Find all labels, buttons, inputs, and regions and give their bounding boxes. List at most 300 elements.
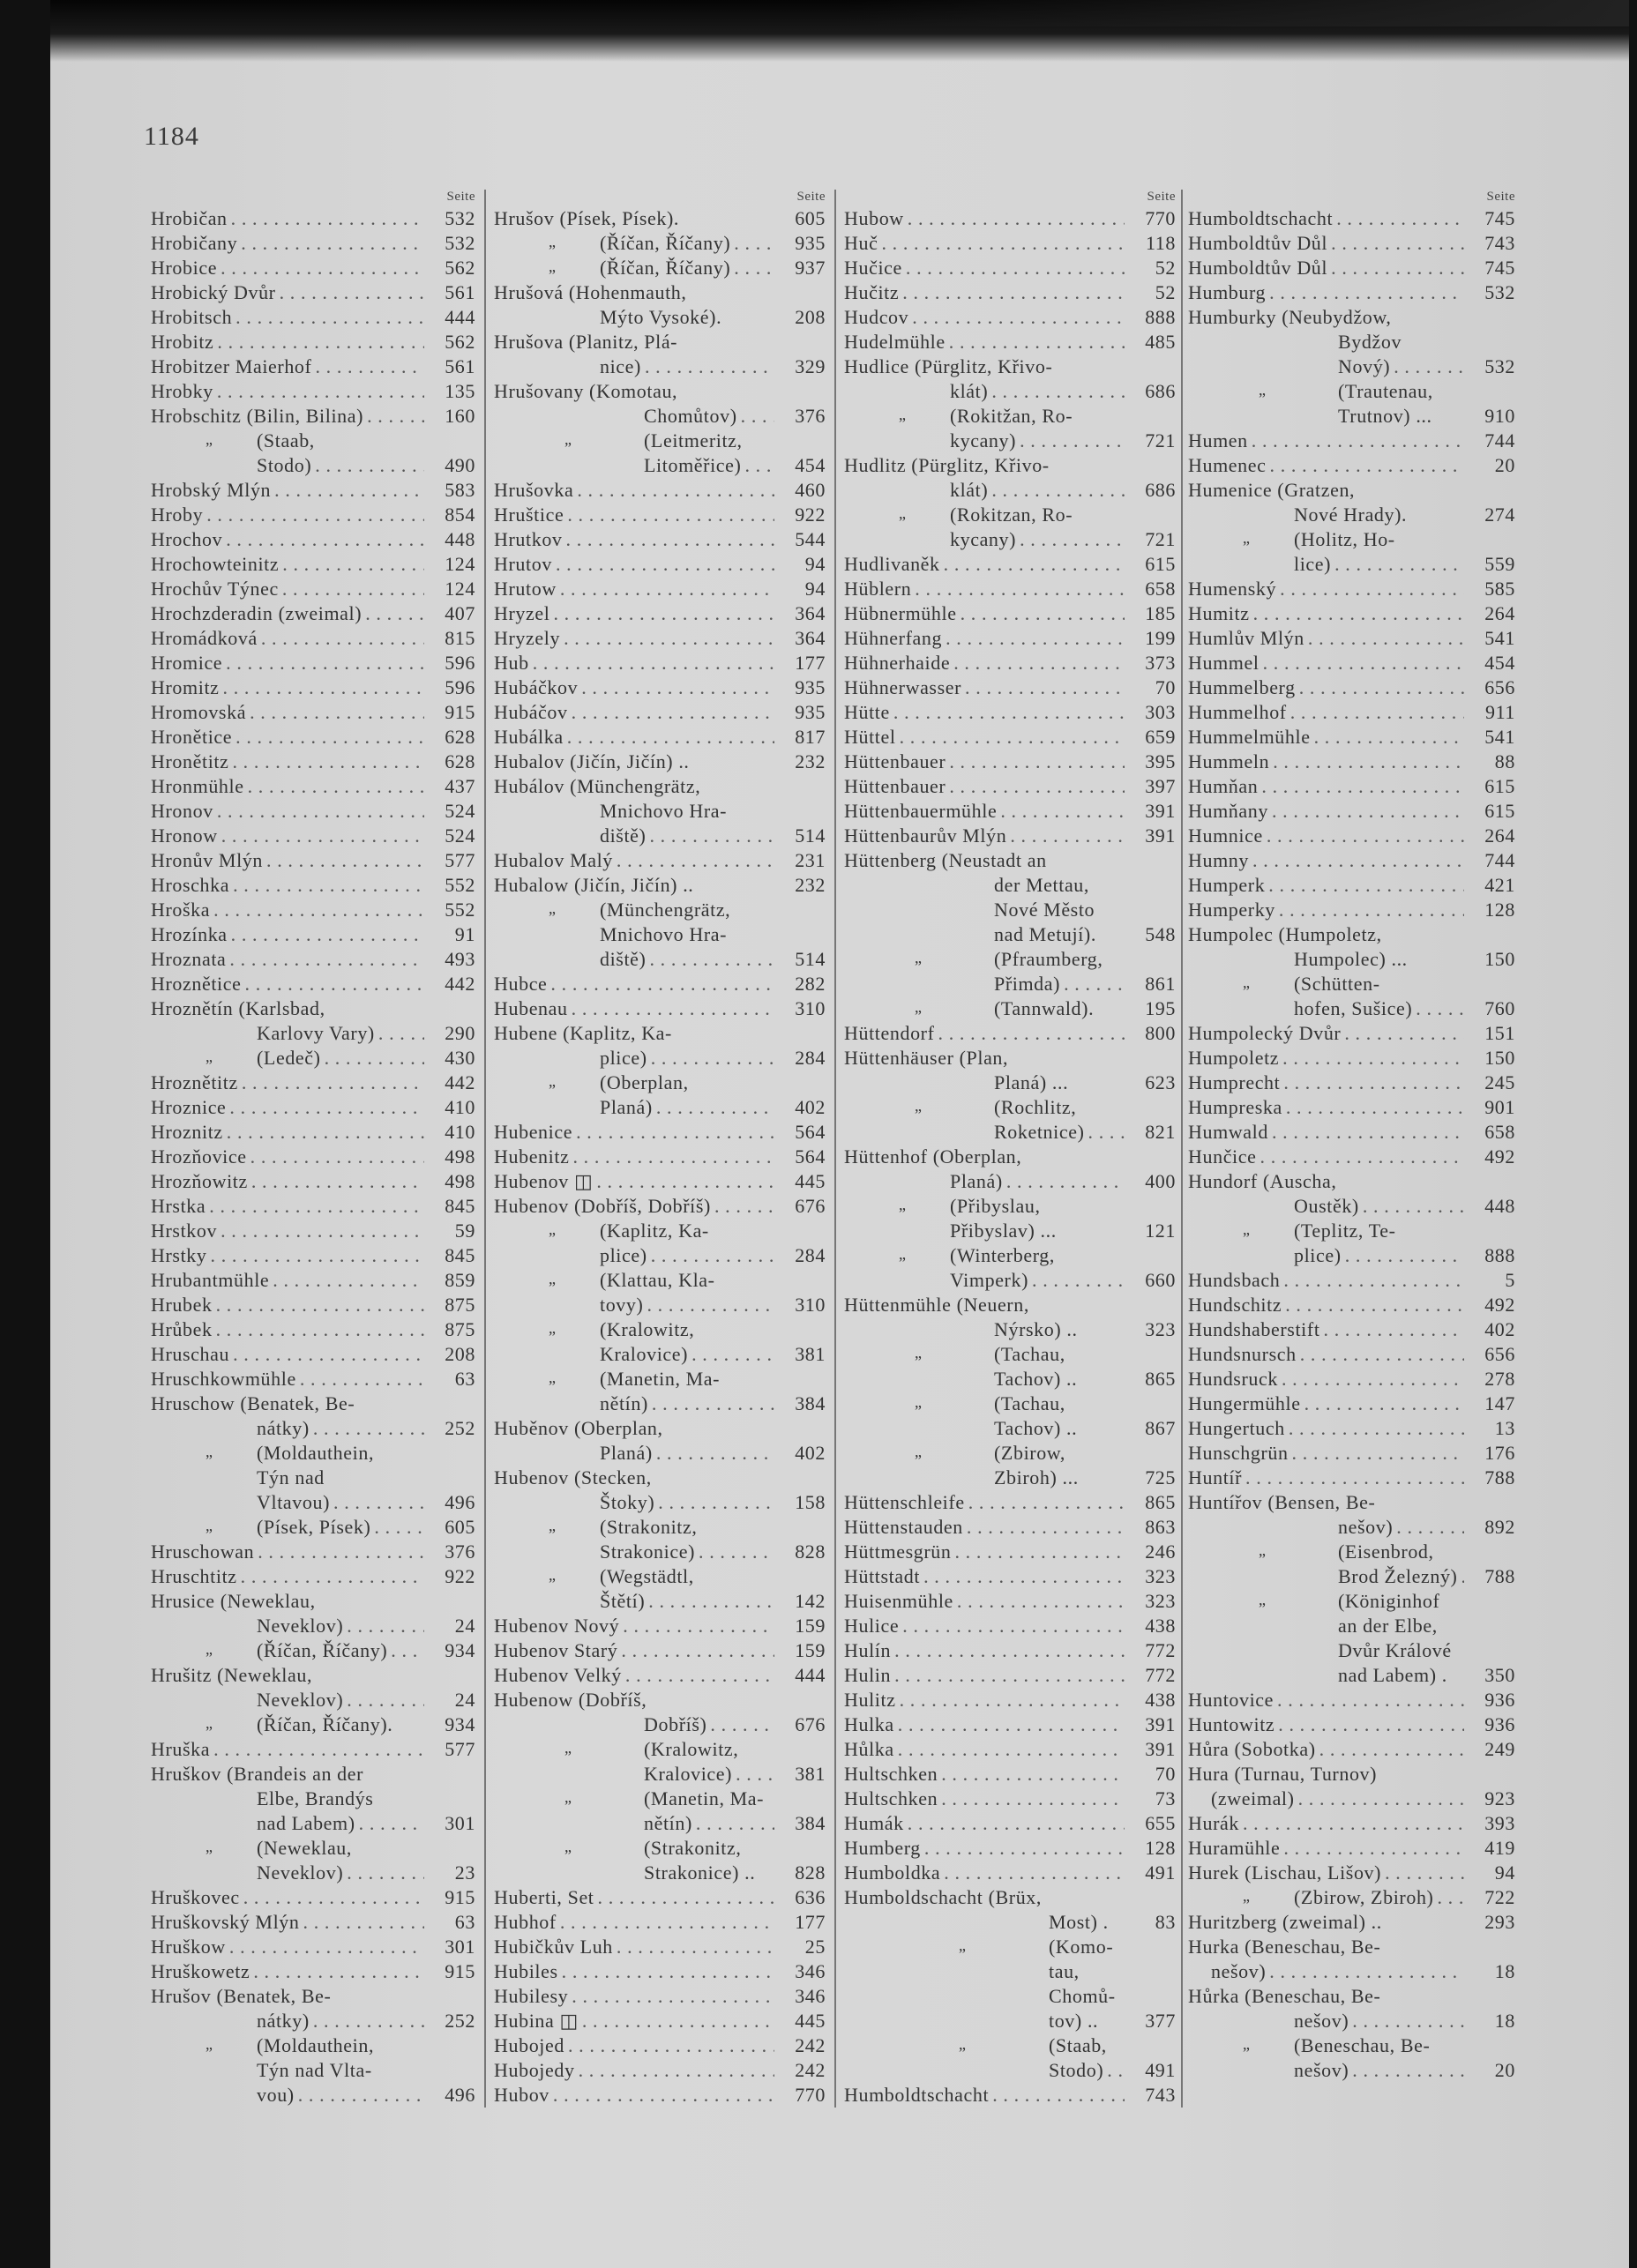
index-entry-continuation	[151, 1490, 479, 1515]
index-entry	[1188, 651, 1519, 675]
page-reference: 559	[1484, 553, 1515, 575]
page-reference: 892	[1484, 1516, 1515, 1538]
page-reference: 817	[795, 726, 826, 748]
dot-leader	[1020, 527, 1125, 552]
index-entry-continuation	[844, 1219, 1179, 1243]
index-entry	[494, 206, 829, 231]
page-reference: 934	[445, 1713, 475, 1735]
index-entry	[494, 379, 829, 404]
index-entry-continuation	[494, 1762, 829, 1787]
entry-name: (Kralowitz,	[600, 1318, 695, 1340]
entry-name: Hultschken	[844, 1763, 938, 1785]
entry-name: Štoky)	[600, 1491, 655, 1513]
entry-name: Hurák	[1188, 1812, 1239, 1834]
dot-leader	[1253, 601, 1464, 626]
entry-name: Hruschowan	[151, 1541, 255, 1563]
index-entry-continuation	[151, 1712, 479, 1737]
entry-name: Hungermühle	[1188, 1392, 1301, 1414]
page-reference: 615	[1484, 775, 1515, 797]
index-entry	[151, 1268, 479, 1293]
ditto-mark: „	[915, 949, 923, 966]
entry-name: Hrochowteinitz	[151, 553, 280, 575]
dot-leader	[953, 651, 1125, 675]
dot-leader	[1336, 206, 1464, 231]
dot-leader	[946, 626, 1125, 651]
entry-name: Humpreska	[1188, 1096, 1282, 1118]
page-reference: 845	[445, 1195, 475, 1217]
entry-name: Hurek (Lischau, Lišov)	[1188, 1861, 1382, 1884]
dot-leader	[242, 1071, 424, 1095]
dot-leader	[300, 1367, 424, 1391]
entry-name: Hultschken	[844, 1787, 938, 1809]
entry-name: Hunschgrün	[1188, 1442, 1289, 1464]
entry-name: Hütte	[844, 701, 890, 723]
page-reference: 910	[1484, 405, 1515, 427]
entry-name: Hubov	[494, 2084, 549, 2106]
page-reference: 725	[1145, 1466, 1176, 1488]
index-entry-continuation	[844, 379, 1179, 404]
dot-leader	[231, 206, 424, 231]
entry-name: Hundshaberstift	[1188, 1318, 1320, 1340]
page-reference: 73	[1155, 1787, 1176, 1809]
dot-leader	[1410, 503, 1464, 527]
page-reference: 585	[1484, 578, 1515, 600]
entry-name: Humprecht	[1188, 1071, 1281, 1093]
dot-leader	[251, 1169, 424, 1194]
page-reference: 532	[1484, 355, 1515, 377]
ditto-mark: „	[564, 1838, 572, 1855]
page-reference: 561	[445, 355, 475, 377]
entry-name: Huntowitz	[1188, 1713, 1275, 1735]
entry-name: nešov)	[1294, 2059, 1349, 2081]
page-reference: 911	[1485, 701, 1515, 723]
entry-name: Hruškow	[151, 1936, 226, 1958]
index-entry	[844, 750, 1179, 774]
index-entry-continuation	[844, 972, 1179, 996]
index-entry-continuation	[494, 824, 829, 848]
page-reference: 274	[1484, 504, 1515, 526]
dot-leader	[564, 626, 774, 651]
dot-leader	[378, 1021, 424, 1046]
index-entry	[494, 725, 829, 750]
page-reference: 159	[795, 1639, 826, 1661]
entry-name: Hronow	[151, 824, 218, 847]
dot-leader	[992, 2083, 1125, 2108]
dot-leader	[1334, 552, 1464, 577]
entry-name: Hungertuch	[1188, 1417, 1285, 1439]
entry-name: plice)	[600, 1047, 647, 1069]
index-entry	[151, 404, 479, 429]
index-entry-continuation	[1188, 503, 1519, 527]
page-reference: 124	[445, 553, 475, 575]
page-reference: 514	[795, 824, 826, 847]
dot-leader	[1107, 2058, 1125, 2083]
page-reference: 491	[1145, 1861, 1176, 1884]
page-reference: 524	[445, 800, 475, 822]
entry-name: Vimperk)	[950, 1269, 1029, 1291]
dot-leader	[325, 1046, 424, 1071]
entry-name: Hübnermühle	[844, 602, 957, 624]
dot-leader	[648, 1589, 774, 1614]
entry-name: Hulin	[844, 1664, 892, 1686]
entry-name: Hroznata	[151, 948, 227, 970]
dot-leader	[625, 1663, 774, 1688]
page-reference: 935	[795, 701, 826, 723]
page-reference: 438	[1145, 1689, 1176, 1711]
index-entry	[844, 2083, 1179, 2108]
column-header-seite: Seite	[1486, 190, 1515, 204]
index-entry	[844, 1046, 1179, 1071]
index-entry-continuation	[1188, 1959, 1519, 1984]
page-reference: 208	[795, 306, 826, 328]
index-entry	[494, 1935, 829, 1959]
dot-leader	[572, 1984, 774, 2009]
index-entry-continuation	[1188, 1540, 1519, 1564]
index-entry	[494, 577, 829, 601]
index-entry	[1188, 922, 1519, 947]
index-entry-continuation	[1188, 2033, 1519, 2058]
entry-name: diště)	[600, 824, 647, 847]
page-reference: 284	[795, 1047, 826, 1069]
dot-leader	[274, 478, 424, 503]
dot-leader	[965, 675, 1125, 700]
entry-name: Hůrka (Beneschau, Be-	[1188, 1985, 1381, 2007]
entry-name: Hubenov Nový	[494, 1615, 620, 1637]
dot-leader	[1269, 280, 1464, 305]
index-entry	[844, 651, 1179, 675]
entry-name: Nové Hrady).	[1294, 504, 1408, 526]
index-entry-continuation	[494, 1219, 829, 1243]
entry-name: Oustěk)	[1294, 1195, 1359, 1217]
dot-leader	[1273, 750, 1464, 774]
dot-leader	[226, 527, 424, 552]
entry-name: Hubičkův Luh	[494, 1936, 613, 1958]
dot-leader	[908, 206, 1125, 231]
dot-leader	[1289, 1416, 1464, 1441]
index-entry	[844, 1293, 1179, 1317]
page-reference: 936	[1484, 1689, 1515, 1711]
entry-name: Hrobičany	[151, 232, 238, 254]
page-reference: 496	[445, 1491, 475, 1513]
entry-name: Hüttenmühle (Neuern,	[844, 1294, 1029, 1316]
dot-leader	[223, 675, 424, 700]
entry-name: Hrusice (Neweklau,	[151, 1590, 316, 1612]
index-entry-continuation	[844, 1466, 1179, 1490]
index-entry	[844, 552, 1179, 577]
page-reference: 490	[445, 454, 475, 476]
page-reference: 935	[795, 232, 826, 254]
entry-name: Hubenow (Dobříš,	[494, 1689, 647, 1711]
entry-name: Nýrsko) ..	[994, 1318, 1078, 1340]
page-reference: 448	[1484, 1195, 1515, 1217]
index-entry	[1188, 848, 1519, 873]
index-entry	[844, 1515, 1179, 1540]
dot-leader	[253, 1959, 424, 1984]
entry-name: tov) ..	[1049, 2010, 1099, 2032]
dot-leader	[1280, 577, 1464, 601]
entry-name: Hüblern	[844, 578, 912, 600]
dot-leader	[957, 1589, 1125, 1614]
index-entry	[151, 601, 479, 626]
dot-leader	[229, 1935, 424, 1959]
ditto-mark: „	[1243, 2035, 1251, 2053]
page-reference: 147	[1484, 1392, 1515, 1414]
dot-leader	[396, 1712, 424, 1737]
entry-name: (Teplitz, Te-	[1294, 1220, 1396, 1242]
page-reference: 124	[445, 578, 475, 600]
page-reference: 496	[445, 2084, 475, 2106]
index-entry	[494, 873, 829, 898]
page-reference: 658	[1145, 578, 1176, 600]
dot-leader	[924, 1836, 1125, 1861]
ditto-mark: „	[206, 1517, 213, 1534]
dot-leader	[949, 774, 1125, 799]
dot-leader	[250, 700, 424, 725]
entry-name: vou)	[257, 2084, 295, 2106]
page-reference: 444	[795, 1664, 826, 1686]
index-entry	[151, 947, 479, 972]
entry-name: Kralovice)	[600, 1343, 689, 1365]
dot-leader	[562, 1959, 774, 1984]
page-reference: 923	[1484, 1787, 1515, 1809]
ditto-mark: „	[206, 2035, 213, 2053]
page-reference: 185	[1145, 602, 1176, 624]
index-entry-continuation	[844, 1910, 1179, 1935]
index-entry-continuation	[494, 1515, 829, 1540]
entry-name: Hrušová (Hohenmauth,	[494, 281, 687, 303]
page-reference: 381	[795, 1343, 826, 1365]
dot-leader	[216, 1293, 424, 1317]
entry-name: Hubáčkov	[494, 676, 579, 698]
entry-name: Hronmühle	[151, 775, 244, 797]
dot-leader	[303, 1910, 424, 1935]
page-reference: 402	[795, 1096, 826, 1118]
dot-leader	[1272, 799, 1464, 824]
entry-name: Humburky (Neubydžow,	[1188, 306, 1392, 328]
dot-leader	[572, 1145, 774, 1169]
entry-name: Hüttenbauermühle	[844, 800, 998, 822]
page-reference: 514	[795, 948, 826, 970]
index-entry	[844, 1737, 1179, 1762]
entry-name: Strakonice) ..	[644, 1861, 756, 1884]
index-entry	[151, 330, 479, 354]
page-reference: 686	[1145, 380, 1176, 402]
entry-name: Huběnov (Oberplan,	[494, 1417, 663, 1439]
index-entry	[151, 1935, 479, 1959]
index-entry	[151, 1959, 479, 1984]
entry-name: (Oberplan,	[600, 1071, 689, 1093]
dot-leader	[902, 1614, 1125, 1638]
dot-leader	[900, 725, 1125, 750]
page-reference: 59	[454, 1220, 475, 1242]
index-entry	[151, 1540, 479, 1564]
index-entry	[151, 700, 479, 725]
index-entry	[1188, 1342, 1519, 1367]
page-reference: 20	[1494, 2059, 1515, 2081]
entry-name: Hrušov (Benatek, Be-	[151, 1985, 332, 2007]
index-entry	[1188, 675, 1519, 700]
index-entry	[151, 1342, 479, 1367]
dot-leader	[1260, 1145, 1465, 1169]
page-reference: 821	[1145, 1121, 1176, 1143]
dot-leader	[923, 1564, 1125, 1589]
dot-leader	[572, 996, 774, 1021]
page-reference: 854	[445, 504, 475, 526]
index-entry	[151, 848, 479, 873]
dot-leader	[1314, 725, 1464, 750]
entry-name: Hudelmühle	[844, 331, 946, 353]
index-entry-continuation	[1188, 1787, 1519, 1811]
index-entry	[844, 280, 1179, 305]
entry-name: Hroznětice	[151, 973, 242, 995]
dot-leader	[736, 1762, 774, 1787]
index-entry-continuation	[1188, 1219, 1519, 1243]
entry-name: Planá) ...	[994, 1071, 1069, 1093]
page-reference: 323	[1145, 1318, 1176, 1340]
page-reference: 628	[445, 750, 475, 772]
index-entry	[151, 280, 479, 305]
entry-name: Hubenice	[494, 1121, 573, 1143]
entry-name: Hroznitz	[151, 1121, 223, 1143]
entry-name: nešov)	[1294, 2010, 1349, 2032]
ditto-mark: „	[1259, 381, 1267, 399]
entry-name: (Zbirow, Zbiroh)	[1294, 1886, 1434, 1908]
index-entry	[151, 1120, 479, 1145]
page-reference: 393	[1484, 1812, 1515, 1834]
entry-name: Hroznětín (Karlsbad,	[151, 997, 325, 1019]
dot-leader	[1269, 1959, 1464, 1984]
index-entry	[844, 231, 1179, 256]
entry-name: Hubenau	[494, 997, 568, 1019]
entry-name: Hummelberg	[1188, 676, 1296, 698]
index-entry	[151, 675, 479, 700]
dot-leader	[1072, 1071, 1125, 1095]
dot-leader	[1451, 1663, 1464, 1688]
entry-name: Hrstka	[151, 1195, 206, 1217]
page-reference: 232	[795, 750, 826, 772]
dot-leader	[900, 1688, 1125, 1712]
entry-name: nětín)	[600, 1392, 648, 1414]
entry-name: Huč	[844, 232, 878, 254]
entry-name: Hromádková	[151, 627, 258, 649]
index-entry	[151, 1762, 479, 1787]
index-entry-continuation	[844, 1441, 1179, 1466]
entry-name: Hryzely	[494, 627, 561, 649]
index-entry-continuation	[844, 1169, 1179, 1194]
page-reference: 323	[1145, 1590, 1176, 1612]
entry-name: Hrušovany (Komotau,	[494, 380, 678, 402]
entry-name: Mýto Vysoké).	[600, 306, 722, 328]
entry-name: Neveklov)	[257, 1861, 344, 1884]
dot-leader	[915, 577, 1125, 601]
entry-name: tovy)	[600, 1294, 644, 1316]
page-reference: 493	[445, 948, 475, 970]
column-divider	[834, 190, 836, 2108]
entry-name: Nové Město	[994, 899, 1095, 921]
dot-leader	[881, 231, 1125, 256]
entry-name: Hrobschitz (Bilin, Bilina)	[151, 405, 364, 427]
entry-name: Hubenov (Stecken,	[494, 1466, 652, 1488]
page-reference: 788	[1484, 1466, 1515, 1488]
page-reference: 770	[795, 2084, 826, 2106]
dot-leader	[1243, 1811, 1464, 1836]
ditto-mark: „	[206, 1048, 213, 1065]
dot-leader	[232, 750, 424, 774]
dot-leader	[1010, 824, 1125, 848]
entry-name: Hüttenbauer	[844, 750, 946, 772]
index-entry	[494, 848, 829, 873]
entry-name: Hühnerwasser	[844, 676, 962, 698]
index-entry	[494, 601, 829, 626]
index-entry-continuation	[1188, 947, 1519, 972]
dot-leader	[567, 725, 774, 750]
ditto-mark: „	[564, 430, 572, 448]
index-entry	[1188, 1046, 1519, 1071]
dot-leader	[617, 1935, 774, 1959]
page-reference: 454	[795, 454, 826, 476]
index-entry	[151, 305, 479, 330]
page-reference: 865	[1145, 1368, 1176, 1390]
index-entry	[844, 848, 1179, 873]
dot-leader	[623, 1614, 774, 1638]
entry-name: (Neweklau,	[257, 1837, 353, 1859]
index-entry	[151, 379, 479, 404]
entry-name: Hruška	[151, 1738, 211, 1760]
page-reference: 402	[1484, 1318, 1515, 1340]
page-reference: 628	[445, 726, 475, 748]
page-reference: 430	[445, 1047, 475, 1069]
index-entry	[494, 1145, 829, 1169]
entry-name: Týn nad	[257, 1466, 325, 1488]
entry-name: Humenský	[1188, 578, 1277, 600]
entry-name: Humburg	[1188, 281, 1267, 303]
entry-name: Hrobice	[151, 257, 218, 279]
dot-leader	[1283, 1268, 1464, 1293]
index-entry-continuation	[1188, 972, 1519, 996]
entry-name: Hüttenberg (Neustadt an	[844, 849, 1047, 871]
page-reference: 800	[1145, 1022, 1176, 1044]
page-reference: 121	[1145, 1220, 1176, 1242]
dot-leader	[968, 1490, 1125, 1515]
dot-leader	[241, 231, 424, 256]
index-entry	[151, 354, 479, 379]
dot-leader	[577, 478, 774, 503]
index-entry	[1188, 1169, 1519, 1194]
column-divider	[484, 190, 486, 2108]
page-reference: 245	[1484, 1071, 1515, 1093]
entry-name: Huntovice	[1188, 1689, 1274, 1711]
dot-leader	[621, 1638, 774, 1663]
ditto-mark: „	[915, 1393, 923, 1411]
page-reference: 346	[795, 1960, 826, 1982]
entry-name: Hronětice	[151, 726, 233, 748]
page-reference: 400	[1145, 1170, 1176, 1192]
column-divider	[1181, 190, 1183, 2108]
dot-leader	[651, 1243, 774, 1268]
dot-leader	[696, 1811, 774, 1836]
entry-name: kycany)	[950, 429, 1017, 451]
index-entry	[151, 1071, 479, 1095]
entry-name: Humitz	[1188, 602, 1250, 624]
page-reference: 24	[454, 1615, 475, 1637]
page-reference: 859	[445, 1269, 475, 1291]
page-reference: 863	[1145, 1516, 1176, 1538]
index-entry	[1188, 1317, 1519, 1342]
index-entry	[151, 1589, 479, 1614]
entry-name: Chomů-	[1049, 1985, 1116, 2007]
index-entry-continuation	[844, 1416, 1179, 1441]
dot-leader	[568, 2033, 774, 2058]
